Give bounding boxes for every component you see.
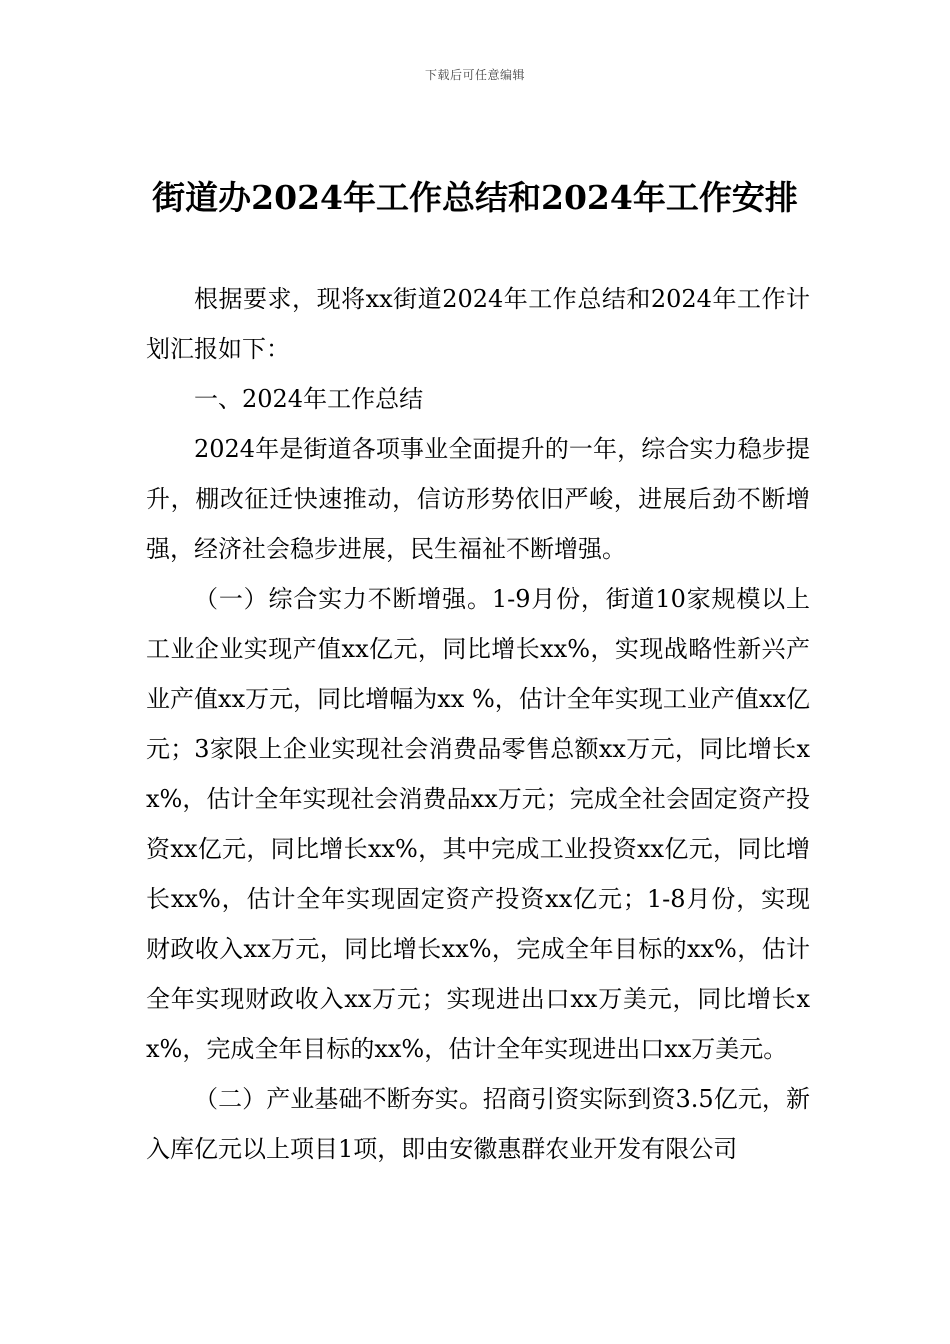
paragraph-overview: 2024年是街道各项事业全面提升的一年，综合实力稳步提升，棚改征迁快速推动，信访形势依旧严峻，进展后劲不断增强，经济社会稳步进展，民生福祉不断增强。: [146, 435, 810, 563]
section-heading-summary: 一、2024年工作总结: [194, 385, 424, 413]
paragraph-industry: （二）产业基础不断夯实。招商引资实际到资3.5亿元，新入库亿元以上项目1项，即由安徽惠群农业开发有限公司: [146, 1085, 810, 1163]
header-note: 下载后可任意编辑: [424, 68, 525, 82]
document-body: [146, 274, 810, 1174]
paragraph-intro: 根据要求，现将xx街道2024年工作总结和2024年工作计划汇报如下：: [146, 285, 810, 363]
document-title: 街道办2024年工作总结和2024年工作安排: [152, 178, 798, 217]
paragraph-strength: （一）综合实力不断增强。1-9月份，街道10家规模以上工业企业实现产值xx亿元，同比增长xx%，实现战略性新兴产业产值xx万元，同比增幅为xx %，估计全年实现工业产值xx亿元；3家限上企业实现社会消费品零售总额xx万元，同比增长xx%，估计全年实现社会消费品xx万元；完成全社会固定资产投资xx亿元，同比增长xx%，其中完成工业投资xx亿元，同比增长xx%，估计全年实现固定资产投资xx亿元；1-8月份，实现财政收入xx万元，同比增长xx%，完成全年目标的xx%，估计全年实现财政收入xx万元；实现进出口xx万美元，同比增长xx%，完成全年目标的xx%，估计全年实现进出口xx万美元。: [146, 585, 810, 1063]
